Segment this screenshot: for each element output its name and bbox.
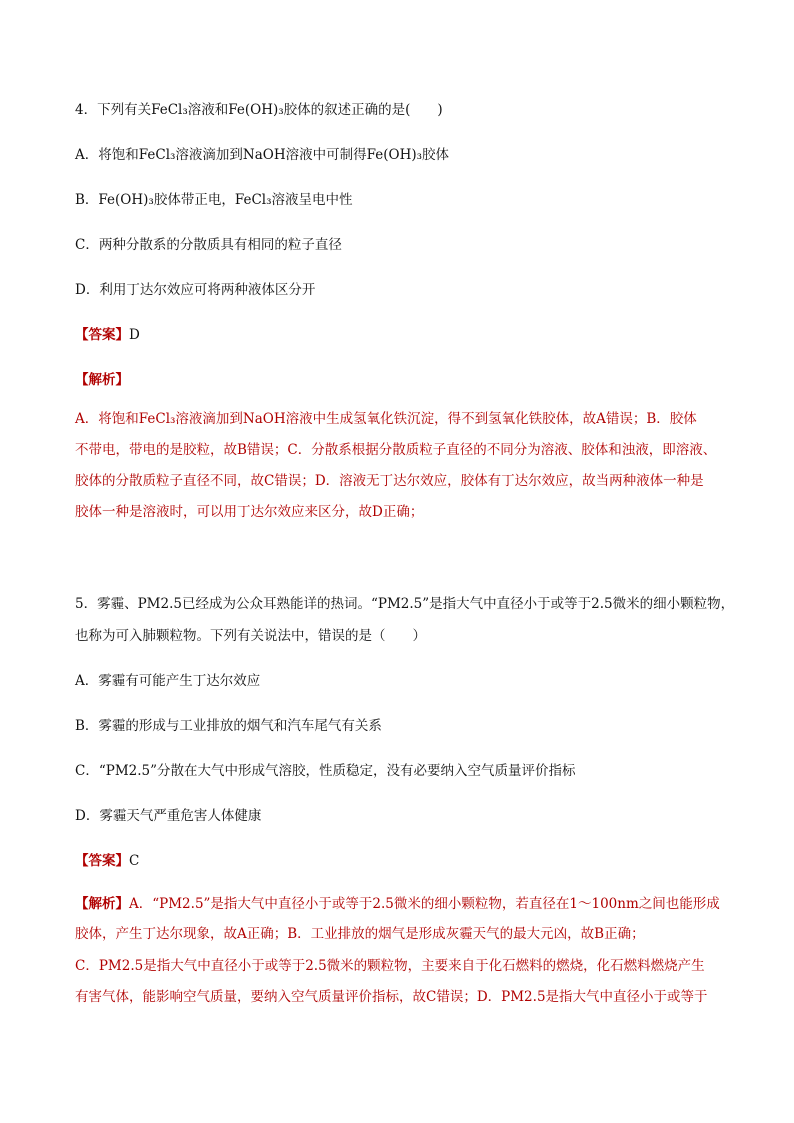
q4-analysis-tag: 【解析】 <box>75 372 129 388</box>
q4-analysis-line-3: 胶体的分散质粒子直径不同，故C错误；D．溶液无丁达尔效应，胶体有丁达尔效应，故当两种液体一种是 <box>75 473 704 489</box>
q5-option-a: A．雾霾有可能产生丁达尔效应 <box>75 673 261 689</box>
q4-option-c: C．两种分散系的分散质具有相同的粒子直径 <box>75 237 342 253</box>
q5-analysis-tag: 【解析】 <box>75 896 129 912</box>
q4-option-d: D．利用丁达尔效应可将两种液体区分开 <box>75 282 316 298</box>
q5-analysis-line-3: C．PM2.5是指大气中直径小于或等于2.5微米的颗粒物，主要来自于化石燃料的燃烧，化石燃料燃烧产生 <box>75 958 705 974</box>
q5-answer-value: C <box>129 853 140 869</box>
q4-answer <box>75 325 140 345</box>
q4-analysis-line-1: A．将饱和FeCl₃溶液滴加到NaOH溶液中生成氢氧化铁沉淀，得不到氢氧化铁胶体，故A错误；B．胶体 <box>75 411 697 427</box>
q4-stem: 4．下列有关FeCl₃溶液和Fe(OH)₃胶体的叙述正确的是( ) <box>75 102 443 118</box>
q5-stem-line-1: 5．雾霾、PM2.5已经成为公众耳熟能详的热词。“PM2.5”是指大气中直径小于或等于2.5微米的细小颗粒物， <box>75 596 735 612</box>
q5-stem-line-2: 也称为可入肺颗粒物。下列有关说法中，错误的是（ ） <box>75 628 426 644</box>
q4-analysis-line-4: 胶体一种是溶液时，可以用丁达尔效应来区分，故D正确； <box>75 504 424 520</box>
q5-analysis-line-1 <box>75 894 720 914</box>
q4-answer-value: D <box>129 327 140 343</box>
q5-option-c: C．“PM2.5”分散在大气中形成气溶胶，性质稳定，没有必要纳入空气质量评价指标 <box>75 763 576 779</box>
q5-option-d: D．雾霾天气严重危害人体健康 <box>75 808 262 824</box>
q5-analysis-line-2: 胶体，产生丁达尔现象，故A正确；B．工业排放的烟气是形成灰霾天气的最大元凶，故B正确； <box>75 926 645 942</box>
q5-analysis-line-4: 有害气体，能影响空气质量，要纳入空气质量评价指标，故C错误；D．PM2.5是指大气中直径小于或等于 <box>75 989 708 1005</box>
q5-analysis-text-1: A．“PM2.5”是指大气中直径小于或等于2.5微米的细小颗粒物，若直径在1～100nm之间也能形成 <box>129 896 720 912</box>
q5-answer <box>75 851 139 871</box>
q4-analysis-line-2: 不带电，带电的是胶粒，故B错误；C．分散系根据分散质粒子直径的不同分为溶液、胶体和浊液，即溶液、 <box>75 442 717 458</box>
q5-option-b: B．雾霾的形成与工业排放的烟气和汽车尾气有关系 <box>75 718 382 734</box>
q4-answer-tag: 【答案】 <box>75 327 129 343</box>
q4-option-b: B．Fe(OH)₃胶体带正电，FeCl₃溶液呈电中性 <box>75 192 353 208</box>
q5-answer-tag: 【答案】 <box>75 853 129 869</box>
q4-option-a: A．将饱和FeCl₃溶液滴加到NaOH溶液中可制得Fe(OH)₃胶体 <box>75 147 450 163</box>
